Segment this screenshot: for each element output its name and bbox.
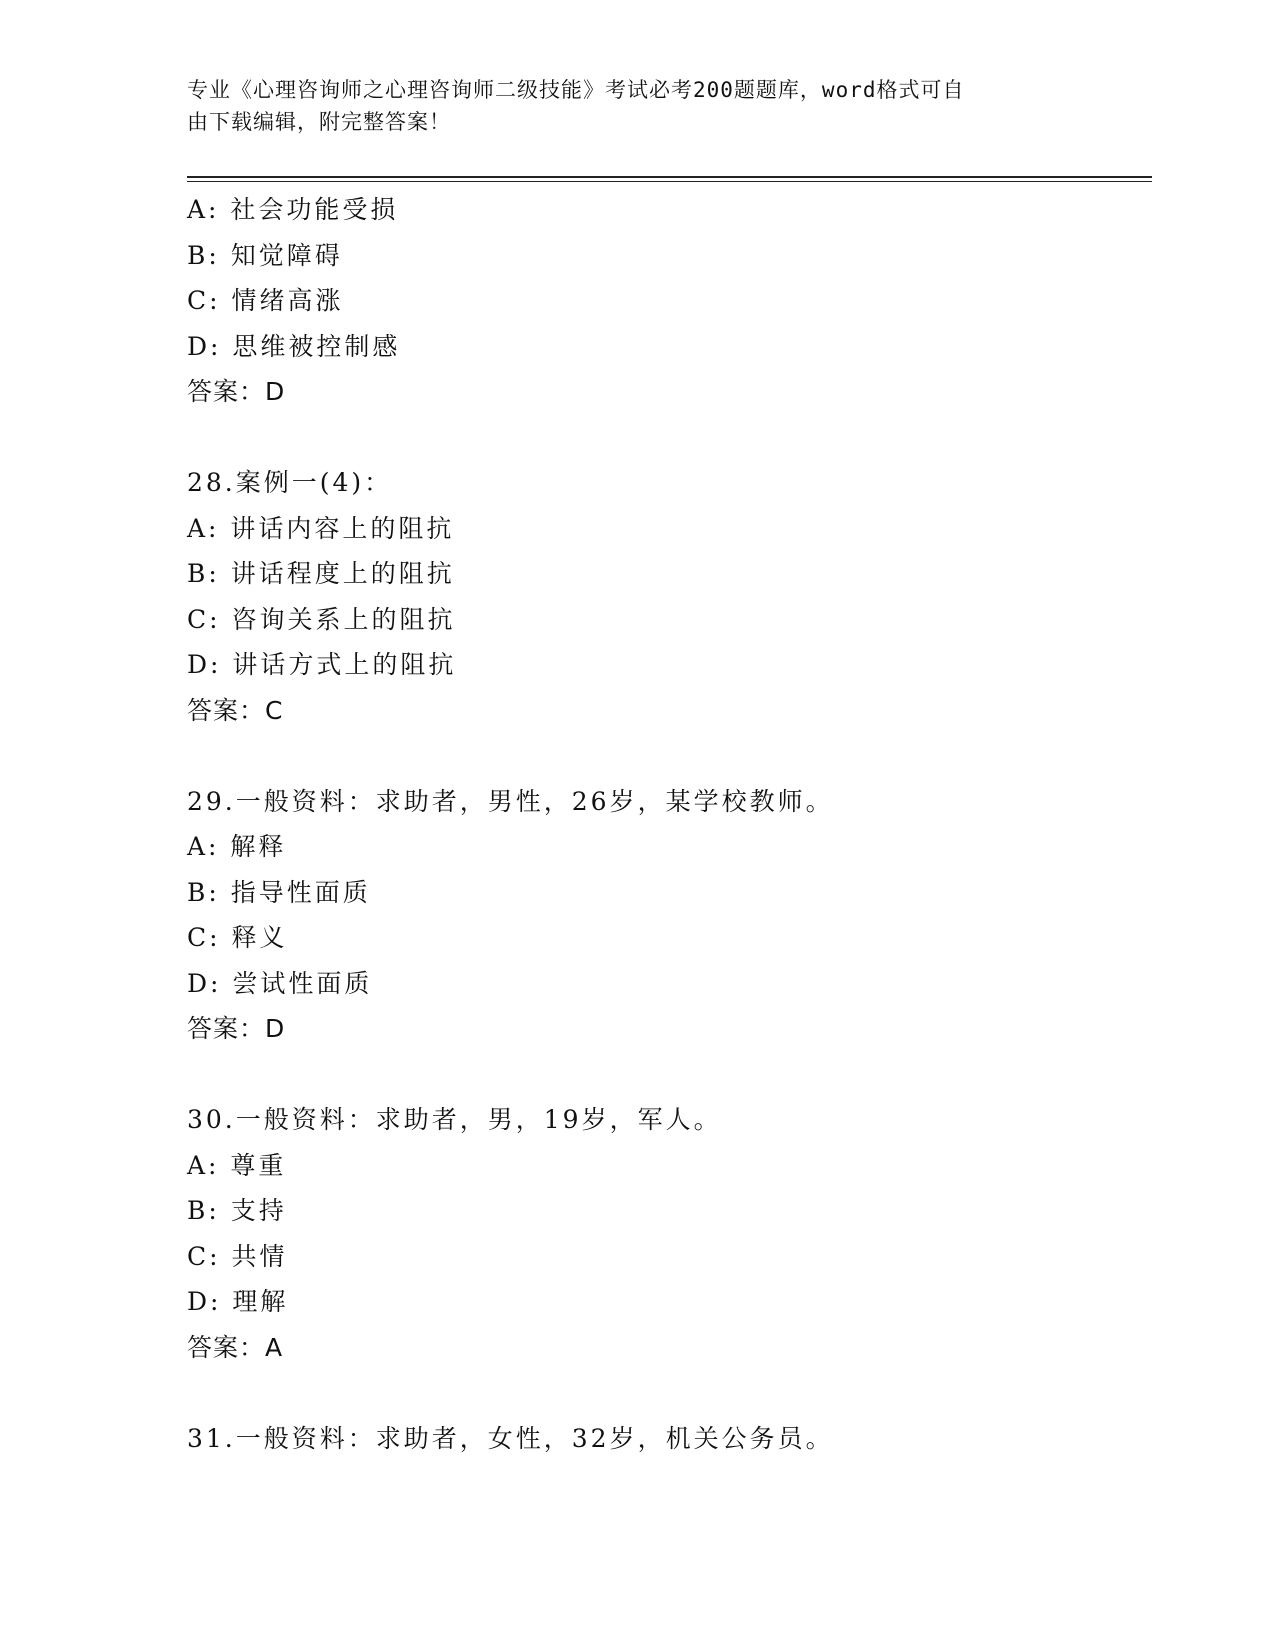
option-d: D: 理解	[187, 1287, 289, 1316]
option-a: A: 社会功能受损	[187, 195, 399, 224]
question-title: 30.一般资料：求助者，男，19岁，军人。	[187, 1105, 722, 1134]
header-divider-top	[187, 176, 1152, 178]
option-c: C: 释义	[187, 923, 288, 952]
answer-line: 答案：D	[187, 377, 286, 406]
option-d: D: 尝试性面质	[187, 968, 373, 998]
option-d: D: 思维被控制感	[187, 331, 401, 361]
block-spacer	[187, 1052, 1152, 1098]
question-block	[187, 460, 1152, 733]
block-spacer	[187, 733, 1152, 779]
question-title: 31.一般资料：求助者，女性，32岁，机关公务员。	[187, 1423, 834, 1453]
answer-line: 答案：C	[187, 695, 284, 725]
question-title: 28.案例一(4)：	[187, 468, 393, 497]
option-c: C: 咨询关系上的阻抗	[187, 604, 456, 634]
header-divider-bottom	[187, 181, 1152, 182]
answer-line: 答案：A	[187, 1332, 284, 1362]
intro-line-1: 专业《心理咨询师之心理咨询师二级技能》考试必考200题题库，word格式可自	[187, 78, 965, 102]
question-title: 29.一般资料：求助者，男性，26岁，某学校教师。	[187, 786, 834, 816]
option-c: C: 情绪高涨	[187, 286, 344, 315]
option-b: B: 讲话程度上的阻抗	[187, 559, 455, 588]
option-a: A: 解释	[187, 832, 287, 861]
answer-line: 答案：D	[187, 1014, 286, 1043]
question-list	[187, 187, 1152, 1461]
block-spacer	[187, 1370, 1152, 1416]
option-b: B: 知觉障碍	[187, 240, 343, 270]
intro-line-2: 由下载编辑，附完整答案！	[187, 110, 451, 134]
option-d: D: 讲话方式上的阻抗	[187, 650, 457, 679]
option-b: B: 支持	[187, 1196, 287, 1225]
option-b: B: 指导性面质	[187, 877, 371, 907]
question-block	[187, 1416, 1152, 1462]
block-spacer	[187, 415, 1152, 461]
question-block	[187, 779, 1152, 1052]
option-c: C: 共情	[187, 1241, 288, 1271]
option-a: A: 尊重	[187, 1150, 287, 1180]
option-a: A: 讲话内容上的阻抗	[187, 513, 455, 543]
question-block	[187, 1097, 1152, 1370]
question-block	[187, 187, 1152, 415]
document-intro	[187, 74, 1067, 138]
